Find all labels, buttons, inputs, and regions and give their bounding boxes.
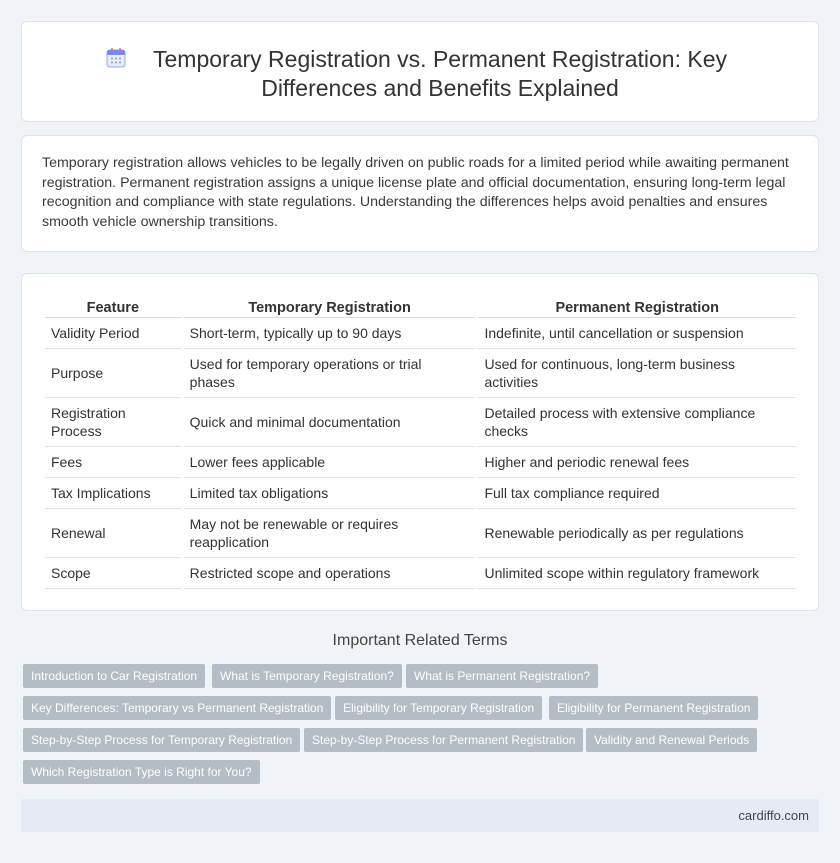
table-cell: Validity Period (45, 318, 181, 349)
comparison-table (42, 296, 799, 589)
table-row (45, 478, 796, 509)
related-term-tag[interactable]: What is Temporary Registration? (212, 664, 402, 688)
table-row (45, 349, 796, 398)
table-cell: Used for temporary operations or trial phases (184, 349, 476, 398)
table-cell: Registration Process (45, 398, 181, 447)
table-cell: Scope (45, 558, 181, 589)
related-term-tag[interactable]: Eligibility for Temporary Registration (335, 696, 542, 720)
page-title: Temporary Registration vs. Permanent Registration: Key Differences and Benefits Explained (153, 46, 727, 101)
related-term-tag[interactable]: Step-by-Step Process for Temporary Registration (23, 728, 300, 752)
related-term-tag[interactable]: Which Registration Type is Right for You? (23, 760, 260, 784)
title-card (21, 21, 819, 122)
table-cell: Full tax compliance required (478, 478, 796, 509)
table-cell: Renewable periodically as per regulations (478, 509, 796, 558)
table-row (45, 558, 796, 589)
table-row (45, 318, 796, 349)
table-cell: Restricted scope and operations (184, 558, 476, 589)
table-row (45, 398, 796, 447)
table-row (45, 447, 796, 478)
related-terms-heading: Important Related Terms (332, 632, 508, 649)
table-cell: Short-term, typically up to 90 days (184, 318, 476, 349)
footer (21, 799, 819, 832)
table-cell: Lower fees applicable (184, 447, 476, 478)
column-header: Temporary Registration (184, 296, 476, 318)
table-cell: Detailed process with extensive compliance checks (478, 398, 796, 447)
intro-card (21, 135, 819, 252)
column-header: Permanent Registration (478, 296, 796, 318)
related-term-tag[interactable]: Validity and Renewal Periods (586, 728, 757, 752)
table-cell: May not be renewable or requires reapplication (184, 509, 476, 558)
column-header: Feature (45, 296, 181, 318)
table-cell: Higher and periodic renewal fees (478, 447, 796, 478)
table-cell: Unlimited scope within regulatory framework (478, 558, 796, 589)
table-cell: Indefinite, until cancellation or suspension (478, 318, 796, 349)
related-term-tag[interactable]: Introduction to Car Registration (23, 664, 205, 688)
table-cell: Renewal (45, 509, 181, 558)
table-cell: Fees (45, 447, 181, 478)
table-cell: Used for continuous, long-term business activities (478, 349, 796, 398)
site-name[interactable]: cardiffo.com (738, 808, 809, 823)
table-row (45, 509, 796, 558)
table-header-row (45, 296, 796, 318)
related-term-tag[interactable]: Key Differences: Temporary vs Permanent Registration (23, 696, 331, 720)
intro-paragraph: Temporary registration allows vehicles to be legally driven on public roads for a limited period while awaiting permanent registration. Permanent registration assigns a unique license plate and official documentation, ensuring long-term legal recognition and compliance with state regulations. Understanding the differences helps avoid penalties and ensures smooth vehicle ownership transitions. (42, 155, 789, 230)
table-cell: Quick and minimal documentation (184, 398, 476, 447)
related-term-tag[interactable]: What is Permanent Registration? (406, 664, 598, 688)
related-term-tag[interactable]: Step-by-Step Process for Permanent Registration (304, 728, 583, 752)
related-term-tag[interactable]: Eligibility for Permanent Registration (549, 696, 758, 720)
comparison-table-card (21, 273, 819, 611)
table-cell: Limited tax obligations (184, 478, 476, 509)
table-cell: Purpose (45, 349, 181, 398)
table-cell: Tax Implications (45, 478, 181, 509)
